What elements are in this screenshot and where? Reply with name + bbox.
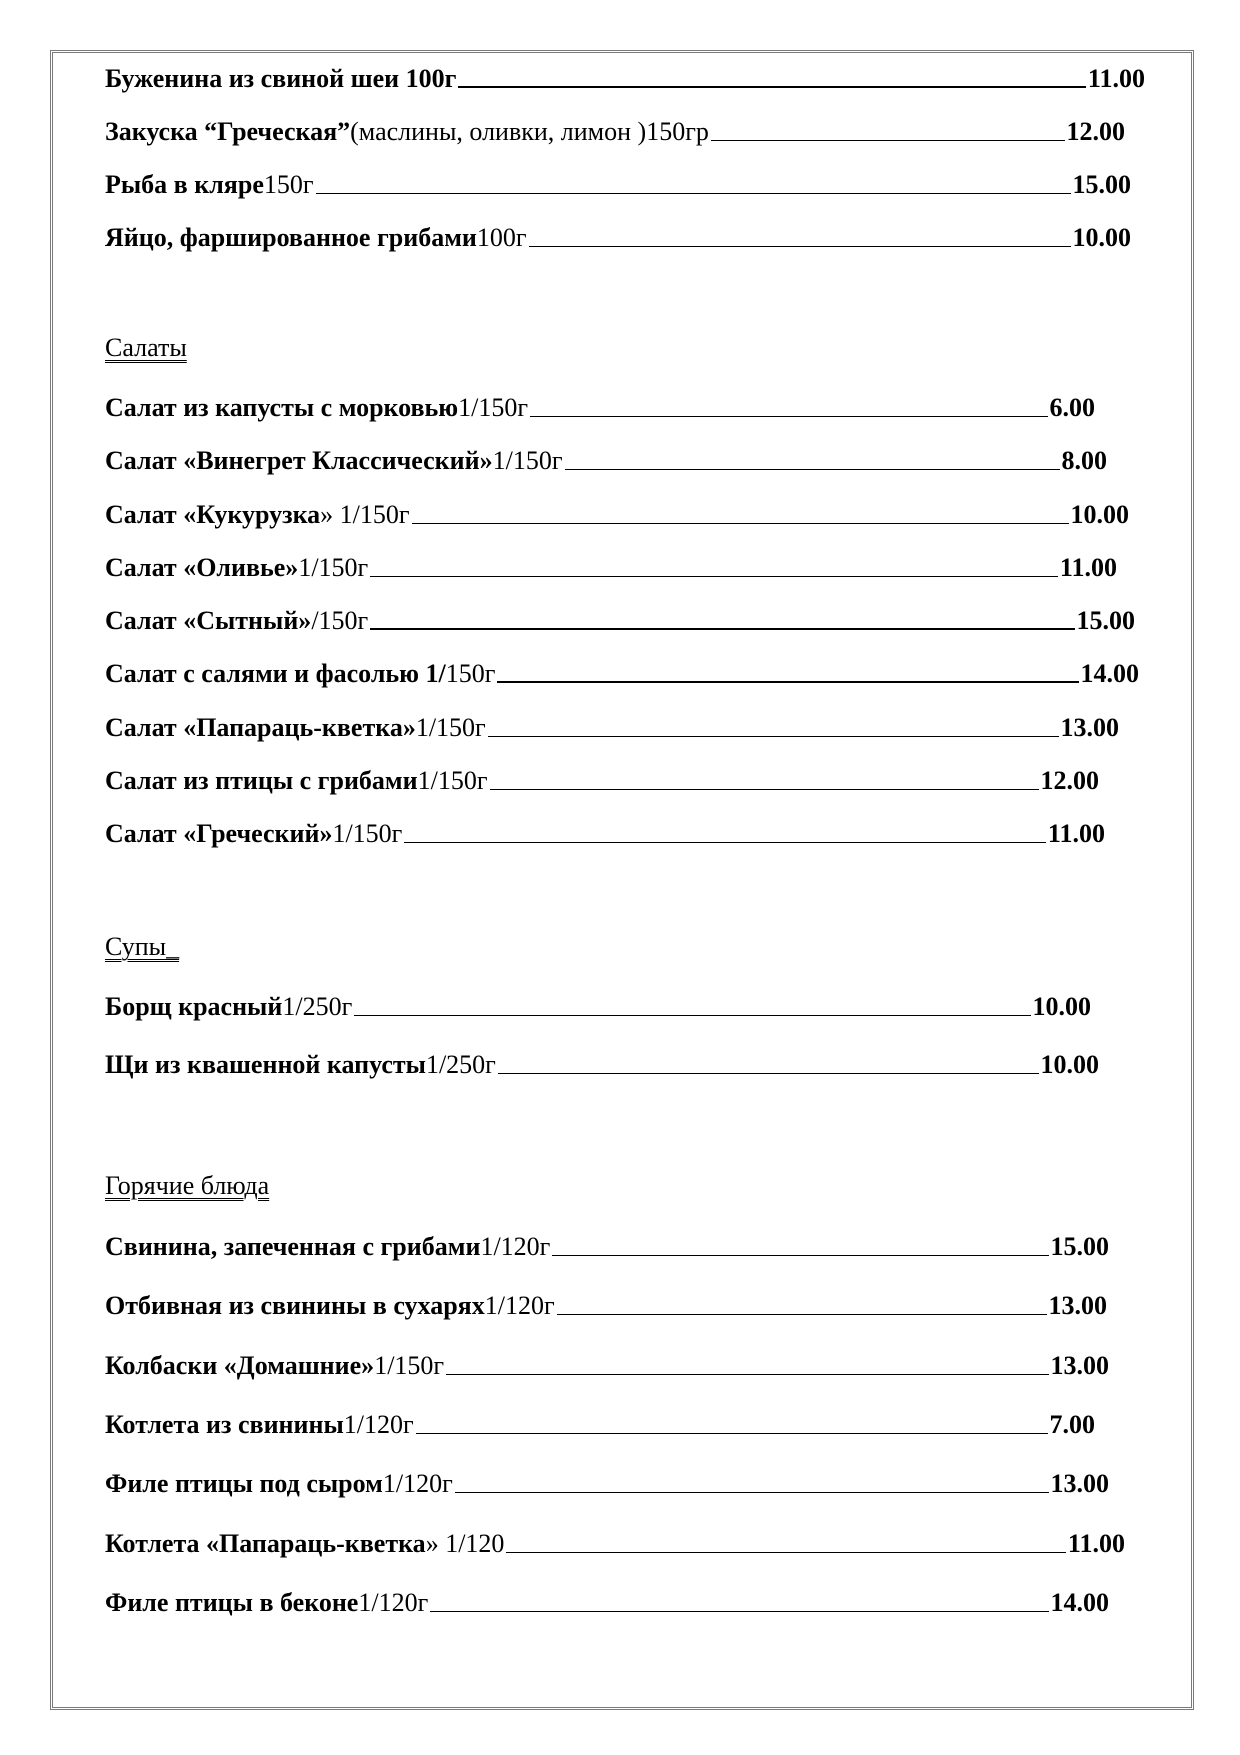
menu-item: [105, 442, 1107, 476]
page-border: [50, 50, 1194, 1710]
item-weight: 1/120г: [484, 1291, 555, 1320]
menu-item: [105, 389, 1095, 423]
item-name: Котлета «Папараць-кветка: [105, 1529, 426, 1558]
item-name: Котлета из свинины: [105, 1410, 344, 1439]
item-weight: 1/120г: [382, 1469, 453, 1498]
menu-item: [105, 709, 1119, 743]
item-name: Салат «Оливье»: [105, 553, 299, 582]
leader-line: [498, 1073, 1039, 1074]
item-name: Салат из птицы с грибами: [105, 766, 418, 795]
leader-line: [446, 1374, 1048, 1375]
item-price: 12.00: [1066, 117, 1125, 146]
item-price: 10.00: [1032, 992, 1091, 1021]
item-name: Закуска “Греческая”: [105, 117, 351, 146]
menu-item: [105, 166, 1131, 200]
menu-item: [105, 1584, 1109, 1618]
item-weight: 150г: [263, 170, 314, 199]
item-price: 8.00: [1061, 446, 1107, 475]
item-weight: 1/150г: [415, 713, 486, 742]
item-name: Салат «Винегрет Классический»: [105, 446, 493, 475]
item-weight: 1/150г: [458, 393, 529, 422]
item-price: 7.00: [1049, 1410, 1095, 1439]
menu-item: [105, 1347, 1109, 1381]
menu-item: [105, 602, 1135, 636]
item-price: 11.00: [1067, 1529, 1125, 1558]
menu-item: [105, 113, 1125, 147]
item-weight: 150г: [445, 659, 496, 688]
menu-item: [105, 1046, 1099, 1080]
item-price: 15.00: [1076, 606, 1135, 635]
item-price: 11.00: [1059, 553, 1117, 582]
menu-item: [105, 1465, 1109, 1499]
item-name: Буженина из свиной шеи 100г: [105, 64, 457, 93]
menu-item: [105, 655, 1139, 689]
leader-line: [316, 193, 1071, 194]
menu-item: [105, 988, 1091, 1022]
item-price: 12.00: [1040, 766, 1099, 795]
item-name: Рыба в кляре: [105, 170, 264, 199]
item-weight: 1/150г: [298, 553, 369, 582]
item-name: Салат «Кукурузка: [105, 500, 321, 529]
item-name: Яйцо, фаршированное грибами: [105, 223, 477, 252]
section-heading-hot-dishes: Горячие блюда: [105, 1171, 270, 1200]
menu-item: [105, 762, 1099, 796]
item-weight: 1/250г: [425, 1050, 496, 1079]
item-price: 10.00: [1070, 500, 1129, 529]
item-name: Салат «Греческий»: [105, 819, 333, 848]
item-weight: 1/150г: [374, 1351, 445, 1380]
item-price: 10.00: [1072, 223, 1131, 252]
leader-line: [497, 681, 1078, 683]
leader-line: [506, 1552, 1066, 1553]
item-weight: 1/120г: [343, 1410, 414, 1439]
item-weight: 1/250г: [282, 992, 353, 1021]
item-name: Салат «Сытный»: [105, 606, 312, 635]
item-weight: 1/150г: [492, 446, 563, 475]
leader-line: [354, 1015, 1030, 1016]
leader-line: [557, 1314, 1047, 1315]
menu-item: [105, 549, 1117, 583]
menu-item: [105, 60, 1145, 94]
item-weight: 100г: [476, 223, 527, 252]
leader-line: [455, 1492, 1049, 1493]
menu-item: [105, 219, 1131, 253]
leader-line: [530, 416, 1047, 417]
item-weight: (маслины, оливки, лимон )150гр: [350, 117, 709, 146]
menu-item: [105, 815, 1105, 849]
item-name: Свинина, запеченная с грибами: [105, 1232, 481, 1261]
item-price: 15.00: [1072, 170, 1131, 199]
menu-item: [105, 1228, 1109, 1262]
item-price: 13.00: [1050, 1469, 1109, 1498]
item-name: Колбаски «Домашние»: [105, 1351, 375, 1380]
item-price: 13.00: [1060, 713, 1119, 742]
item-name: Филе птицы под сыром: [105, 1469, 383, 1498]
section-heading-salads: Салаты: [105, 333, 187, 362]
item-weight: 1/120г: [480, 1232, 551, 1261]
menu-item: [105, 1406, 1095, 1440]
leader-line: [458, 86, 1086, 88]
item-weight: 1/120г: [358, 1588, 429, 1617]
item-name: Салат из капусты с морковью: [105, 393, 459, 422]
leader-line: [711, 140, 1065, 141]
menu-item: [105, 1287, 1107, 1321]
leader-line: [529, 246, 1071, 247]
section-heading-soups: Супы_: [105, 932, 180, 961]
leader-line: [565, 469, 1060, 470]
item-weight: » 1/150г: [320, 500, 410, 529]
leader-line: [404, 842, 1046, 843]
item-name: Салат с салями и фасолью 1/: [105, 659, 446, 688]
item-price: 13.00: [1048, 1291, 1107, 1320]
item-weight: /150г: [311, 606, 369, 635]
item-price: 13.00: [1050, 1351, 1109, 1380]
leader-line: [370, 576, 1058, 577]
item-price: 14.00: [1080, 659, 1139, 688]
item-weight: 1/150г: [332, 819, 403, 848]
leader-line: [370, 628, 1074, 630]
item-name: Салат «Папараць-кветка»: [105, 713, 416, 742]
item-price: 15.00: [1050, 1232, 1109, 1261]
item-price: 10.00: [1040, 1050, 1099, 1079]
item-price: 14.00: [1050, 1588, 1109, 1617]
leader-line: [430, 1611, 1048, 1612]
item-name: Филе птицы в беконе: [105, 1588, 359, 1617]
item-name: Отбивная из свинины в сухарях: [105, 1291, 485, 1320]
item-price: 11.00: [1047, 819, 1105, 848]
leader-line: [490, 789, 1039, 790]
menu-item: [105, 1525, 1125, 1559]
item-name: Борщ красный: [105, 992, 283, 1021]
item-weight: » 1/120: [425, 1529, 505, 1558]
menu-item: [105, 496, 1129, 530]
leader-line: [412, 523, 1069, 524]
leader-line: [552, 1255, 1048, 1256]
leader-line: [488, 736, 1059, 737]
item-price: 6.00: [1049, 393, 1095, 422]
leader-line: [416, 1433, 1048, 1434]
item-name: Щи из квашенной капусты: [105, 1050, 426, 1079]
item-weight: 1/150г: [417, 766, 488, 795]
item-price: 11.00: [1087, 64, 1145, 93]
